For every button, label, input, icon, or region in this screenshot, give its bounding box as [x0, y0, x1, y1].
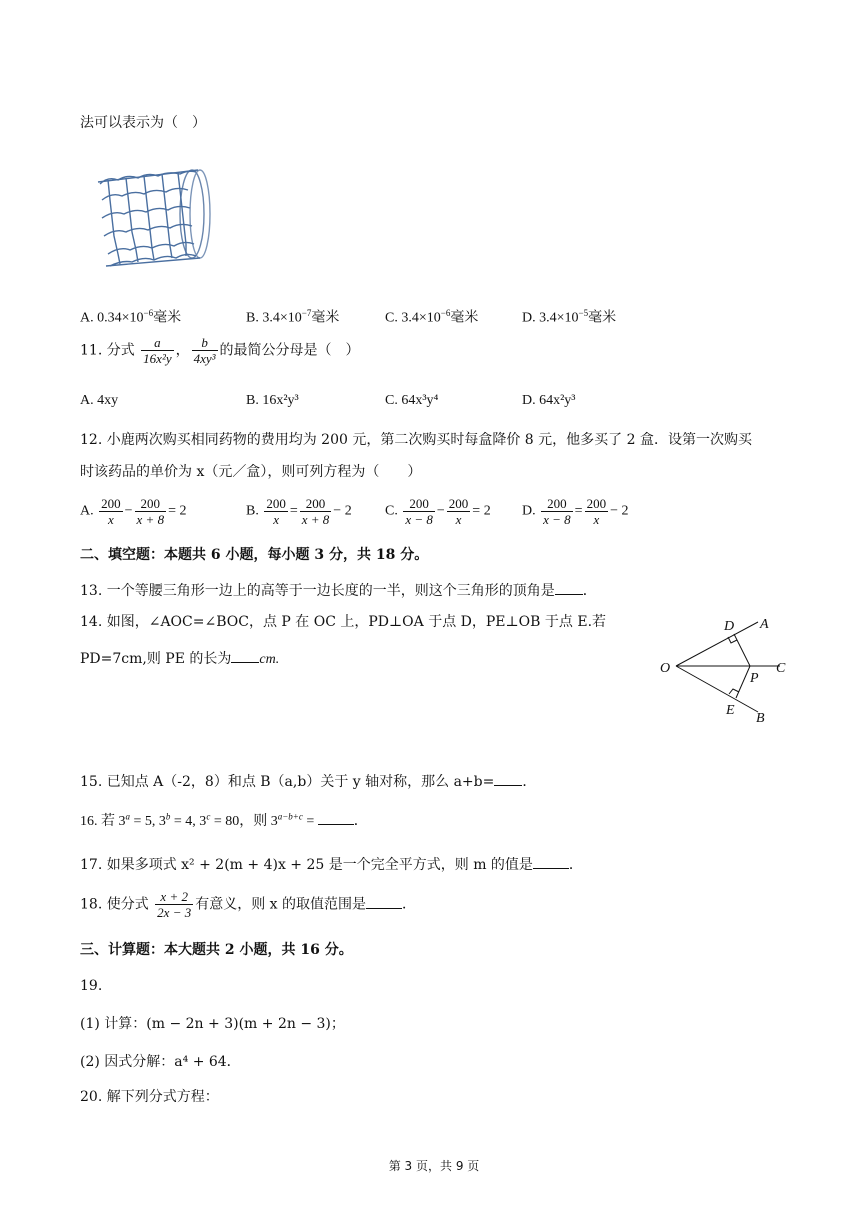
answer-blank[interactable]: [231, 650, 259, 663]
answer-blank[interactable]: [366, 896, 402, 909]
q19-part-1: (1) 计算：(m − 2n + 3)(m + 2n − 3)；: [80, 1016, 345, 1032]
option-value: 0.34×10: [97, 310, 144, 326]
q15-text: [80, 773, 536, 789]
q16-part: = 80，则 3: [210, 814, 278, 829]
option-value: 3.4×10: [539, 310, 579, 326]
label-c: C: [776, 661, 786, 676]
q18-text: [80, 890, 416, 919]
fraction-denominator: x: [455, 512, 462, 527]
q11-option-d: D. 64x²y³: [522, 393, 576, 408]
q11-stem: [80, 336, 360, 365]
option-exponent: −6: [143, 308, 154, 318]
option-value: 3.4×10: [401, 310, 441, 326]
q18-fraction: [155, 890, 193, 919]
q11-suffix: 的最简公分母是（ ）: [219, 342, 360, 359]
operator: =: [289, 503, 298, 519]
q16-end: ．: [353, 814, 368, 829]
label-d: D: [724, 619, 735, 634]
exponent: b: [165, 811, 171, 822]
q15-end: ．: [522, 774, 537, 790]
q13-text: [80, 582, 597, 598]
q16-part: = 5, 3: [130, 814, 166, 829]
label-p: P: [750, 671, 759, 686]
segment-pe: [736, 666, 750, 698]
fraction-numerator: 200: [403, 497, 435, 512]
q14-unit: cm.: [259, 652, 280, 667]
fraction-numerator: 200: [300, 497, 332, 512]
option-unit: 毫米: [450, 310, 479, 326]
fraction: [300, 497, 332, 526]
fraction: [403, 497, 435, 526]
right-angle-mark-e: [729, 689, 739, 694]
page-footer: 第 3 页，共 9 页: [388, 1159, 480, 1173]
q10-option-c: [385, 309, 478, 326]
q20-text: 20. 解下列分式方程：: [80, 1089, 219, 1105]
q12-stem-line1: 12. 小鹿两次购买相同药物的费用均为 200 元，第二次购买时每盒降价 8 元，他多买了 2 盒．设第一次购买: [80, 432, 752, 448]
option-label: D.: [522, 310, 536, 326]
label-b: B: [756, 711, 765, 726]
fraction-denominator: x − 8: [405, 512, 433, 527]
fraction-denominator: 4xy³: [193, 351, 216, 366]
q17-end: ．: [568, 857, 583, 873]
label-a: A: [760, 617, 769, 632]
q11-prefix: 11. 分式: [80, 342, 135, 359]
q18-end: ．: [402, 896, 417, 913]
fraction: [585, 497, 609, 526]
segment-pd: [734, 634, 750, 666]
q17-text: [80, 856, 583, 872]
q14-line1: 14. 如图，∠AOC=∠BOC，点 P 在 OC 上，PD⊥OA 于点 D，PE⊥OB 于点 E.若: [80, 614, 607, 630]
fraction-denominator: x: [273, 512, 279, 527]
fraction: [135, 497, 167, 526]
fraction: [99, 497, 123, 526]
fraction-numerator: 200: [448, 496, 469, 511]
option-label: B.: [246, 503, 259, 519]
fraction-denominator: x + 8: [301, 512, 330, 527]
fraction: [541, 497, 573, 526]
answer-blank[interactable]: [533, 856, 569, 869]
equation-rhs: − 2: [333, 503, 352, 519]
q16-text: [80, 812, 368, 829]
ray-oa: [676, 622, 758, 666]
fraction-numerator: 200: [135, 497, 167, 512]
q10-option-a: [80, 309, 181, 326]
q10-option-b: [246, 309, 339, 326]
q13-stem: 13. 一个等腰三角形一边上的高等于一边长度的一半，则这个三角形的顶角是: [80, 583, 555, 599]
q11-separator: ，: [175, 342, 190, 359]
nanotube-image: [88, 162, 218, 274]
fraction-numerator: a: [141, 336, 173, 351]
fraction-numerator: 200: [586, 496, 607, 511]
equation-rhs: − 2: [610, 503, 629, 519]
fraction-numerator: x + 2: [155, 890, 193, 905]
equation-rhs: = 2: [472, 503, 491, 519]
label-e: E: [726, 703, 735, 718]
q16-part: =: [302, 814, 315, 829]
q12-option-c: [385, 497, 491, 526]
option-label: C.: [385, 503, 398, 519]
option-exponent: −7: [301, 308, 312, 318]
q12-stem-line2: 时该药品的单价为 x（元／盒），则可列方程为（ ）: [80, 464, 422, 480]
q10-option-d: [522, 309, 616, 326]
option-label: C.: [385, 310, 398, 326]
q13-end: ．: [582, 583, 597, 599]
fraction-numerator: 200: [101, 496, 121, 511]
fraction-denominator: 16x²y: [143, 351, 172, 366]
option-exponent: −5: [578, 308, 589, 318]
q19-part-2: (2) 因式分解：a⁴ + 64．: [80, 1054, 241, 1070]
fraction-denominator: x: [593, 512, 600, 527]
fraction: [264, 497, 288, 526]
option-value: 3.4×10: [262, 310, 302, 326]
option-unit: 毫米: [588, 310, 617, 326]
fraction-denominator: x + 8: [136, 512, 165, 527]
operator: −: [436, 503, 445, 519]
angle-bisector-figure: [650, 610, 800, 730]
section-3-heading: 三、计算题：本大题共 2 小题，共 16 分。: [80, 942, 353, 958]
exponent: a: [125, 811, 130, 822]
ray-ob: [676, 666, 758, 712]
q19-number: 19.: [80, 978, 103, 994]
q11-option-a: A. 4xy: [80, 393, 119, 408]
section-2-heading: 二、填空题：本题共 6 小题，每小题 3 分，共 18 分。: [80, 547, 429, 563]
q11-fraction-1: [141, 336, 173, 365]
operator: −: [124, 503, 133, 519]
exponent: a−b+c: [277, 811, 303, 822]
equation-rhs: = 2: [168, 503, 187, 519]
option-label: B.: [246, 310, 259, 326]
fraction-numerator: b: [192, 336, 218, 351]
q17-stem: 17. 如果多项式 x² + 2(m + 4)x + 25 是一个完全平方式，则 m 的值是: [80, 857, 533, 873]
q18-suffix: 有意义，则 x 的取值范围是: [195, 896, 367, 913]
q12-option-a: [80, 497, 186, 526]
q11-fraction-2: [192, 336, 218, 365]
fraction-denominator: 2x − 3: [157, 905, 192, 920]
option-label: D.: [522, 503, 536, 519]
option-label: A.: [80, 310, 94, 326]
exponent: c: [206, 811, 211, 822]
answer-blank[interactable]: [494, 773, 522, 786]
fraction-denominator: x − 8: [543, 512, 571, 527]
q11-option-b: B. 16x²y³: [246, 393, 299, 408]
q12-option-b: [246, 497, 352, 526]
q10-tail-text: 法可以表示为（ ）: [80, 115, 206, 131]
fraction-numerator: 200: [541, 497, 573, 512]
q14-line2-text: PD=7cm,则 PE 的长为: [80, 651, 232, 667]
answer-blank[interactable]: [555, 582, 583, 595]
q18-prefix: 18. 使分式: [80, 896, 149, 913]
option-unit: 毫米: [153, 310, 182, 326]
label-o: O: [660, 661, 671, 676]
option-label: A.: [80, 503, 94, 519]
q16-part: = 4, 3: [170, 814, 207, 829]
answer-blank[interactable]: [318, 812, 354, 825]
option-exponent: −6: [440, 308, 451, 318]
q11-option-c: C. 64x³y⁴: [385, 393, 439, 408]
fraction-denominator: x: [107, 512, 114, 527]
fraction-numerator: 200: [266, 496, 286, 511]
q15-stem: 15. 已知点 A（-2，8）和点 B（a,b）关于 y 轴对称，那么 a+b=: [80, 774, 495, 790]
fraction: [447, 497, 471, 526]
q14-line2: [80, 650, 279, 667]
option-unit: 毫米: [311, 310, 340, 326]
operator: =: [574, 503, 583, 519]
q12-option-d: [522, 497, 628, 526]
q16-prefix: 16. 若 3: [80, 814, 126, 829]
